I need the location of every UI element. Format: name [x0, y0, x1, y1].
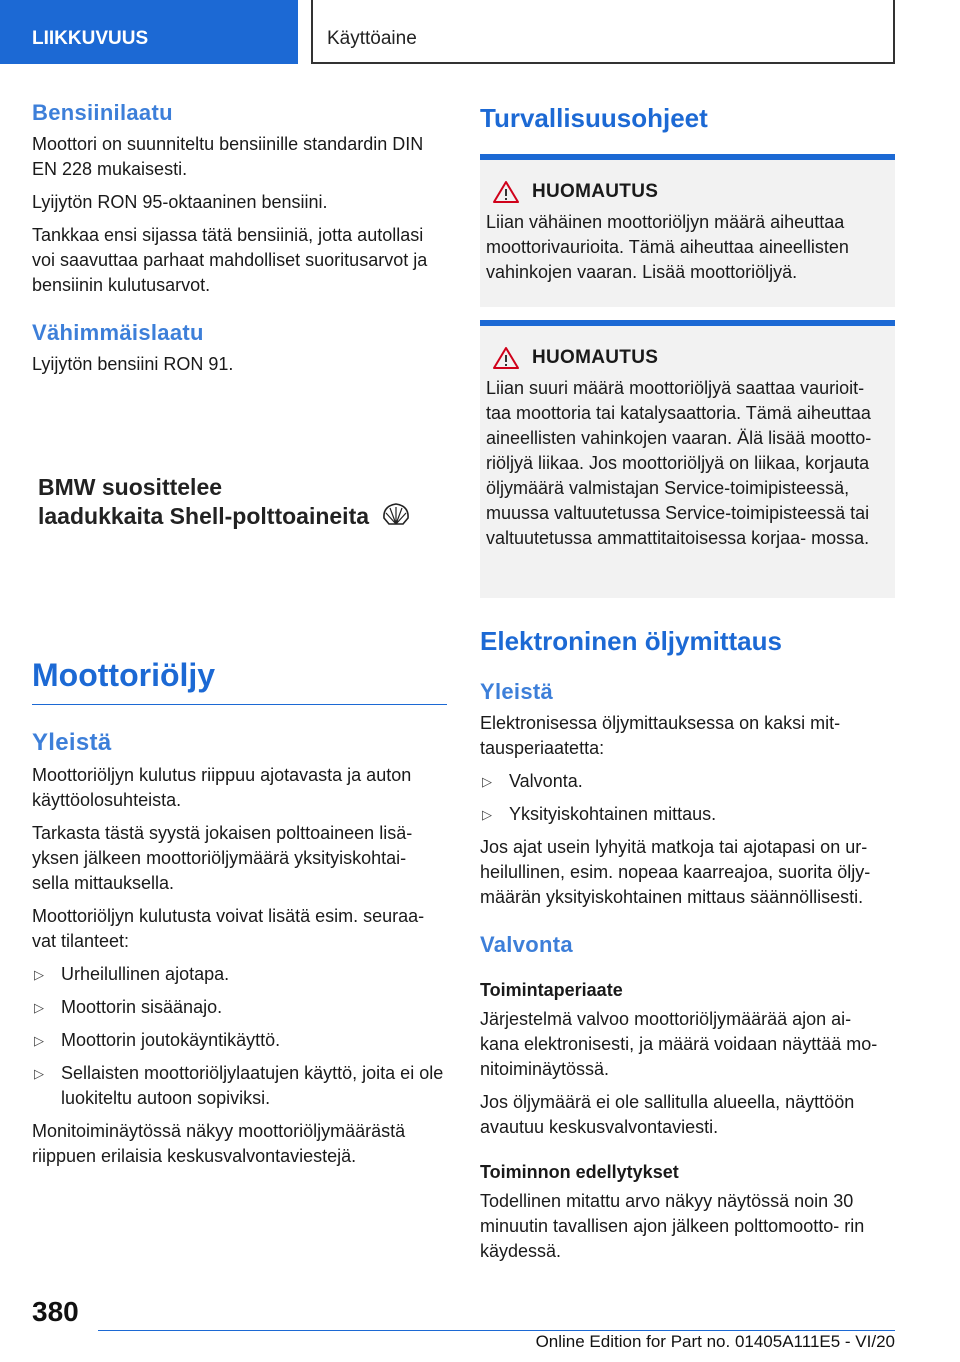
list-item: ▷ Moottorin joutokäyntikäyttö. — [32, 1028, 447, 1053]
yleista-right-paragraph-2: Jos ajat usein lyhyitä matkoja tai ajotapasi on ur- heilullinen, esim. nopeaa kaarreajoa, suorita öljy- määrän yksityiskohtainen mittaus säännöllisesti. — [480, 837, 871, 907]
triangle-bullet-icon: ▷ — [34, 1066, 44, 1081]
yleista-paragraph-4: Monitoiminäytössä näkyy moottoriöljymäärästä riippuen erilaisia keskusvalvontaviestejä. — [32, 1121, 406, 1166]
triangle-bullet-icon: ▷ — [482, 807, 492, 822]
vahimmaislaatu-paragraph: Lyijytön bensiini RON 91. — [32, 354, 234, 374]
left-column — [32, 100, 447, 1177]
edellytykset-heading: Toiminnon edellytykset — [480, 1162, 679, 1182]
warning-icon — [492, 346, 520, 370]
right-column — [480, 100, 895, 1272]
bensiinilaatu-paragraph-3: Tankkaa ensi sijassa tätä bensiiniä, jotta autollasi voi saavuttaa parhaat mahdolliset suoritusarvot ja bensiinin kulutusarvot. — [32, 225, 428, 295]
footer-divider — [98, 1330, 895, 1331]
edition-info: Online Edition for Part no. 01405A111E5 - VI/20 — [535, 1332, 895, 1351]
triangle-bullet-icon: ▷ — [482, 774, 492, 789]
toimintaperiaate-heading: Toimintaperiaate — [480, 980, 623, 1000]
list-item: ▷ Sellaisten moottoriöljylaatujen käyttö, joita ei ole luokiteltu autoon sopiviksi. — [34, 1063, 444, 1108]
notice-1-text: Liian vähäinen moottoriöljyn määrä aiheuttaa moottorivaurioita. Tämä aiheuttaa aineellisten vahinkojen vaaran. Lisää moottoriöljyä. — [486, 212, 849, 282]
bensiinilaatu-paragraph-1: Moottori on suunniteltu bensiinille standardin DIN EN 228 mukaisesti. — [32, 134, 424, 179]
usage-conditions-list — [32, 962, 447, 1111]
elektroninen-oljymittaus-heading: Elektroninen öljymittaus — [480, 626, 782, 656]
bensiinilaatu-heading: Bensiinilaatu — [32, 100, 173, 125]
shell-promo — [38, 473, 447, 535]
turvallisuusohjeet-heading: Turvallisuusohjeet — [480, 103, 708, 133]
yleista-paragraph-1: Moottoriöljyn kulutus riippuu ajotavasta ja auton käyttöolosuhteista. — [32, 765, 412, 810]
promo-line-2: laadukkaita Shell-polttoaineita — [38, 503, 370, 529]
yleista-heading-left: Yleistä — [32, 729, 112, 756]
list-item: ▷ Yksityiskohtainen mittaus. — [480, 802, 895, 827]
yleista-right-paragraph-1: Elektronisessa öljymittauksessa on kaksi mit- tausperiaatetta: — [480, 713, 841, 758]
vahimmaislaatu-heading: Vähimmäislaatu — [32, 320, 204, 345]
measurement-principles-list — [480, 769, 895, 827]
page-number: 380 — [32, 1296, 79, 1327]
toimintaperiaate-paragraph-2: Jos öljymäärä ei ole sallitulla alueella, näyttöön avautuu keskusvalvontaviesti. — [480, 1092, 855, 1137]
yleista-heading-right: Yleistä — [480, 679, 554, 704]
edellytykset-paragraph: Todellinen mitattu arvo näkyy näytössä noin 30 minuutin tavallisen ajon jälkeen polttomootto- rin käydessä. — [480, 1191, 865, 1261]
list-item: ▷ Urheilullinen ajotapa. — [32, 962, 447, 987]
triangle-bullet-icon: ▷ — [34, 1033, 44, 1048]
chapter-tab: Käyttöaine — [311, 0, 895, 64]
valvonta-heading: Valvonta — [480, 932, 573, 957]
toimintaperiaate-paragraph-1: Järjestelmä valvoo moottoriöljymäärää ajon ai- kana elektronisesti, ja määrä voidaan näyttää mo- nitoiminäytössä. — [480, 1009, 878, 1079]
triangle-bullet-icon: ▷ — [34, 967, 44, 982]
list-item: ▷ Valvonta. — [480, 769, 895, 794]
notice-box-2 — [480, 320, 895, 598]
section-tab: LIIKKUVUUS — [0, 0, 298, 64]
warning-icon — [492, 180, 520, 204]
bensiinilaatu-paragraph-2: Lyijytön RON 95-oktaaninen bensiini. — [32, 192, 328, 212]
promo-line-1: BMW suosittelee — [38, 474, 223, 500]
shell-logo-icon — [381, 502, 411, 535]
notice-box-1 — [480, 154, 895, 307]
list-item: ▷ Moottorin sisäänajo. — [32, 995, 447, 1020]
triangle-bullet-icon: ▷ — [34, 1000, 44, 1015]
notice-2-text: Liian suuri määrä moottoriöljyä saattaa vaurioit- taa moottoria tai katalysaattoria. Tämä aiheuttaa aineellisten vahinkojen vaaran. Älä lisää mootto- riöljyä liikaa. Jos moottoriöljyä on liikaa, korjauta öljymäärä valmistajan Service-toimipisteessä, muussa valtuutetussa Service-toimipisteessä tai valtuutetussa ammattitaitoisessa korjaa- mossa. — [486, 378, 872, 548]
yleista-paragraph-2: Tarkasta tästä syystä jokaisen polttoaineen lisä- yksen jälkeen moottoriöljymäärä yksityiskohtai- sella mittauksella. — [32, 823, 413, 893]
notice-2-title: HUOMAUTUS — [532, 347, 659, 368]
yleista-paragraph-3: Moottoriöljyn kulutusta voivat lisätä esim. seuraa- vat tilanteet: — [32, 906, 425, 951]
notice-1-title: HUOMAUTUS — [532, 181, 659, 202]
moottoriolj-heading: Moottoriöljy — [32, 657, 447, 705]
